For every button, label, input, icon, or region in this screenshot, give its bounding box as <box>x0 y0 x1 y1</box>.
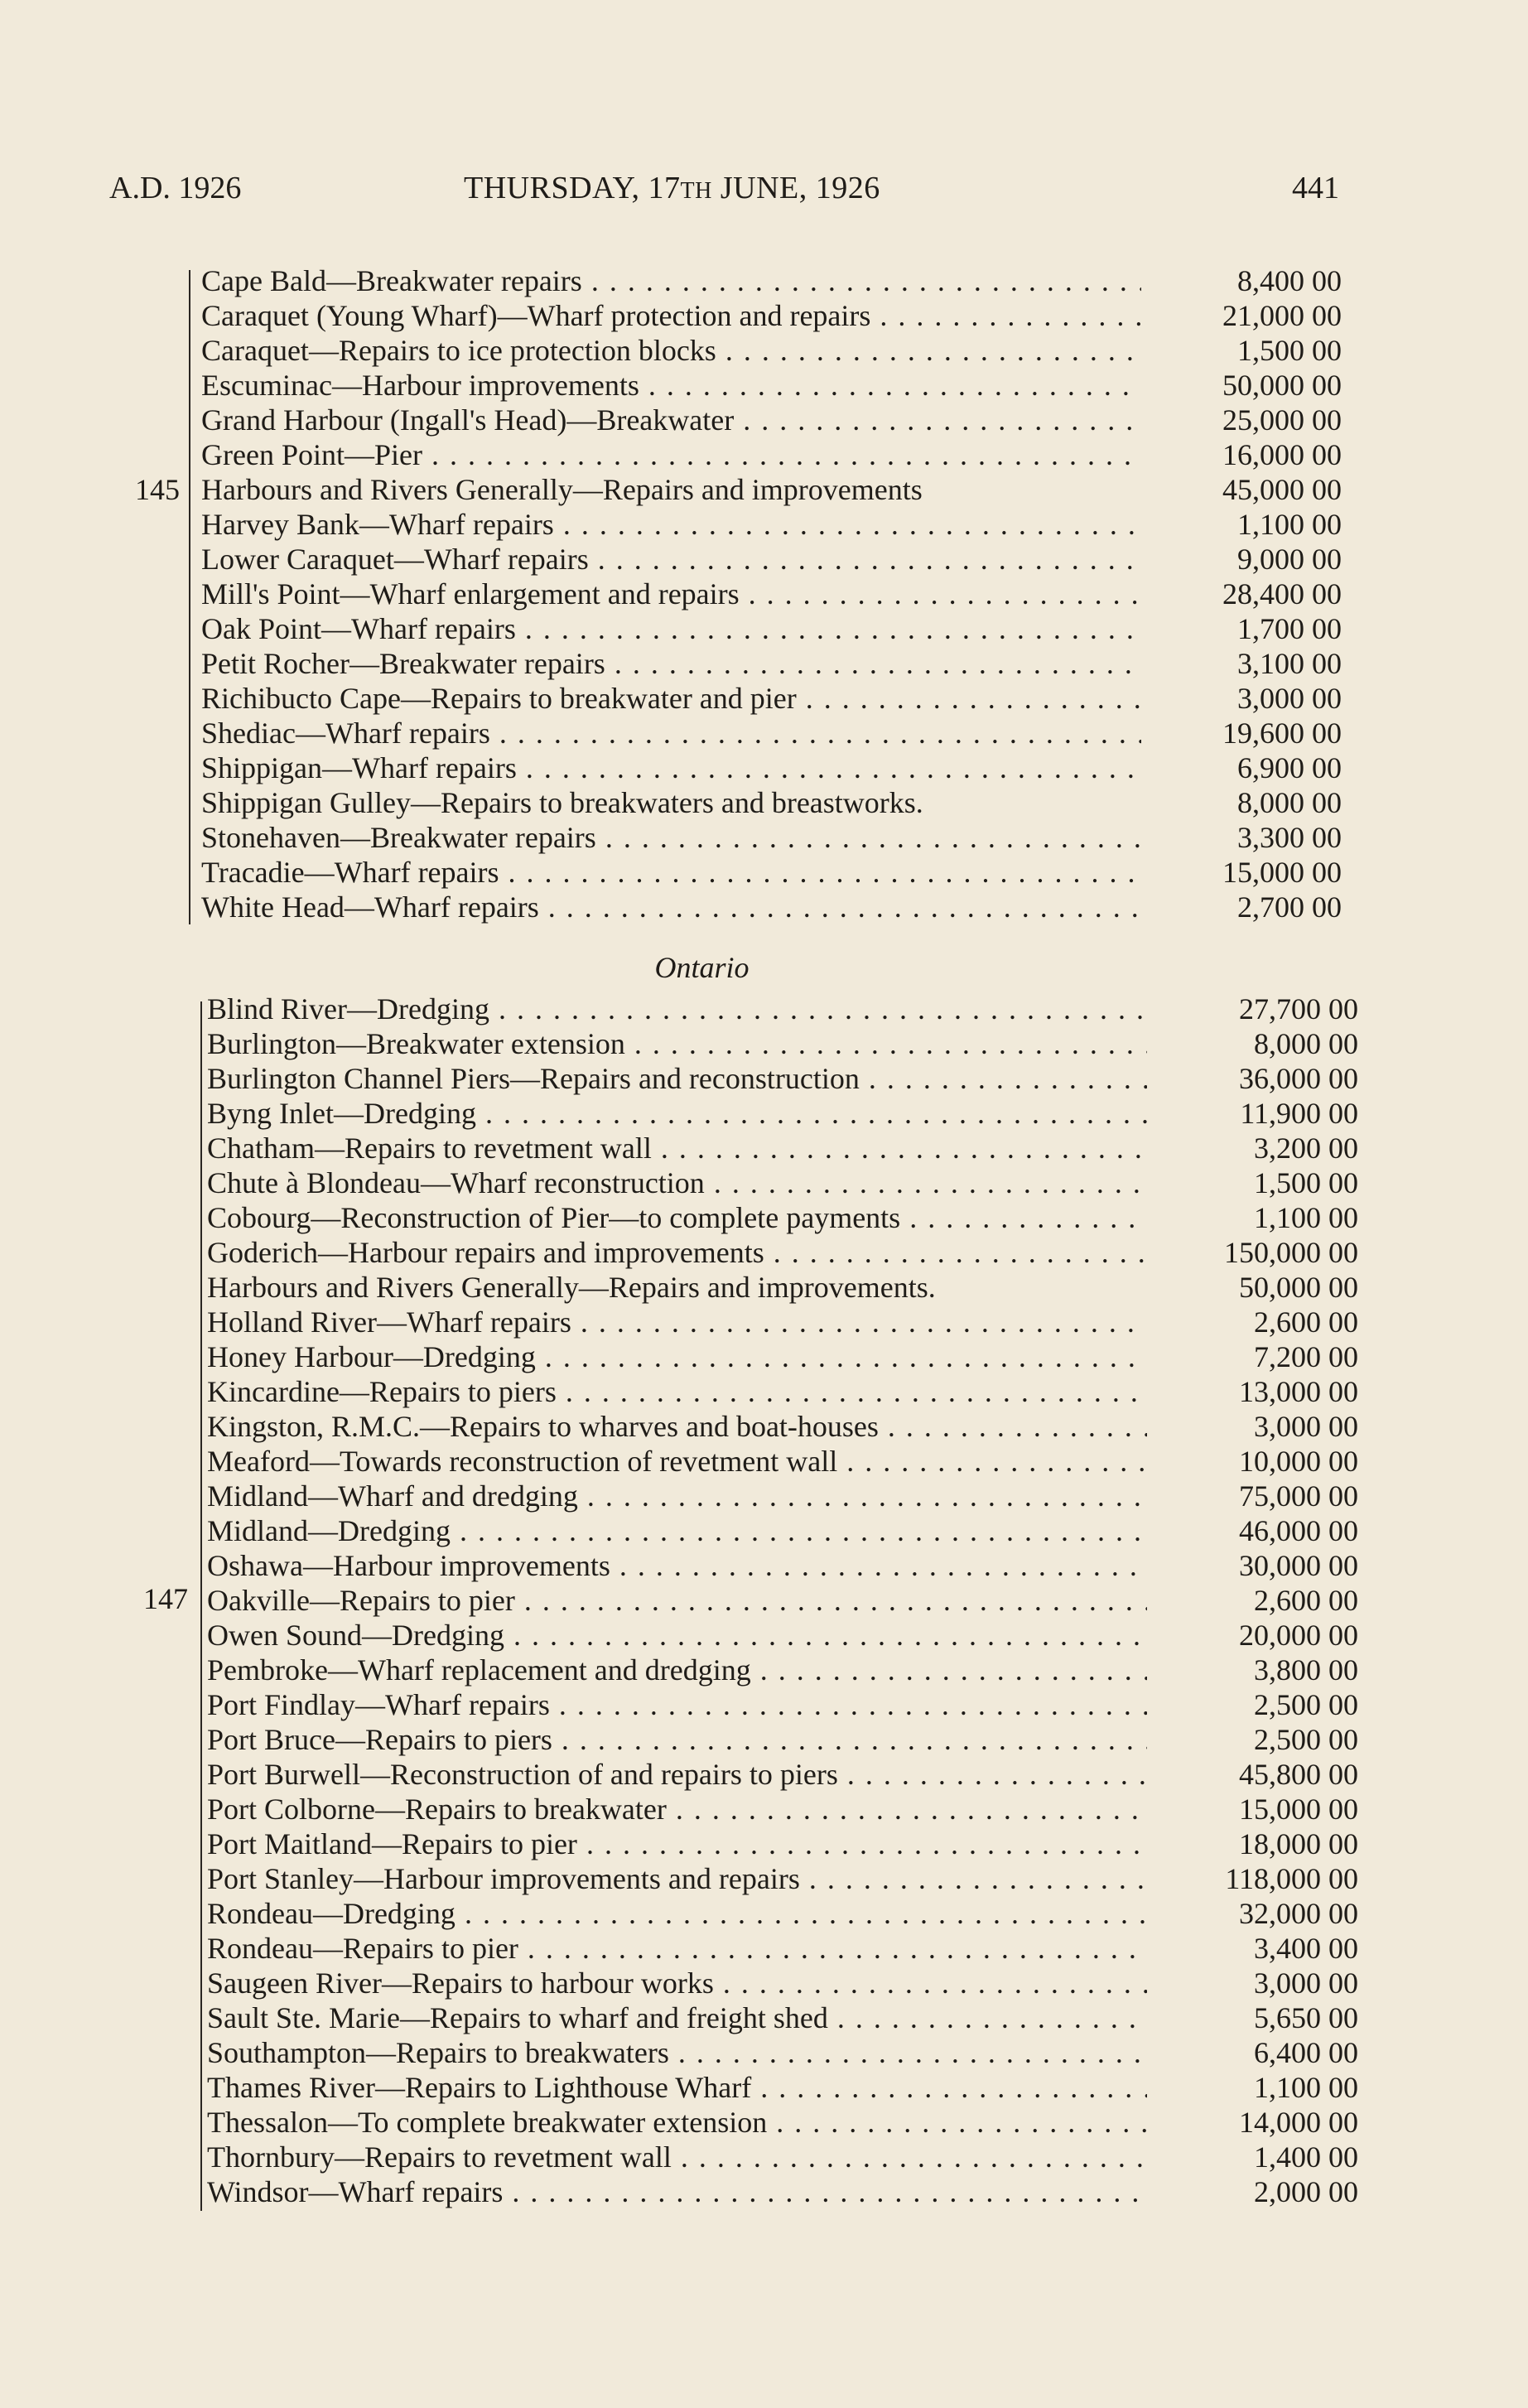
item-description: Blind River—Dredging . . . <box>207 992 1147 1026</box>
item-description: Windsor—Wharf repairs . . . <box>207 2174 1147 2209</box>
item-description: Cape Bald—Breakwater repairs . . . <box>201 263 1141 298</box>
list-item <box>207 1861 1358 1896</box>
item-description: Shippigan Gulley—Repairs to breakwaters and breastworks. <box>201 786 923 819</box>
page-header <box>109 170 1352 220</box>
list-item <box>201 333 1342 368</box>
list-item <box>201 437 1342 472</box>
list-item <box>207 2174 1358 2209</box>
item-description: Kincardine—Repairs to piers . . . <box>207 1374 1147 1409</box>
item-amount: 7,200 00 <box>1254 1340 1358 1373</box>
item-amount: 28,400 00 <box>1222 577 1342 610</box>
list-item <box>201 368 1342 403</box>
list-item <box>201 472 1342 507</box>
list-item <box>207 1131 1358 1165</box>
item-amount: 2,700 00 <box>1237 890 1342 924</box>
list-item <box>201 750 1342 785</box>
item-amount: 8,400 00 <box>1237 264 1342 297</box>
item-amount: 15,000 00 <box>1222 856 1342 889</box>
item-description: Cobourg—Reconstruction of Pier—to complete payments . . . <box>207 1200 1147 1235</box>
item-amount: 1,400 00 <box>1254 2140 1358 2174</box>
item-amount: 15,000 00 <box>1239 1793 1358 1826</box>
item-amount: 8,000 00 <box>1237 786 1342 819</box>
item-description: Thornbury—Repairs to revetment wall . . . <box>207 2140 1147 2174</box>
item-amount: 14,000 00 <box>1239 2106 1358 2139</box>
item-description: Sault Ste. Marie—Repairs to wharf and freight shed . . . <box>207 2000 1147 2035</box>
item-description: Harbours and Rivers Generally—Repairs and improvements. <box>207 1271 936 1304</box>
item-amount: 10,000 00 <box>1239 1445 1358 1478</box>
item-amount: 3,200 00 <box>1254 1132 1358 1165</box>
item-amount: 3,400 00 <box>1254 1932 1358 1965</box>
item-amount: 36,000 00 <box>1239 1062 1358 1095</box>
item-amount: 19,600 00 <box>1222 717 1342 750</box>
header-date-suffix: TH <box>680 178 712 204</box>
item-amount: 1,500 00 <box>1254 1166 1358 1199</box>
list-item <box>201 403 1342 437</box>
list-item <box>207 1374 1358 1409</box>
item-description: Petit Rocher—Breakwater repairs . . . <box>201 646 1141 681</box>
list-item <box>207 1966 1358 2000</box>
list-item <box>207 1583 1358 1618</box>
item-description: Tracadie—Wharf repairs . . . <box>201 855 1141 890</box>
item-description: Green Point—Pier . . . <box>201 437 1141 472</box>
item-description: Southampton—Repairs to breakwaters . . . <box>207 2035 1147 2070</box>
item-amount: 45,800 00 <box>1239 1758 1358 1791</box>
item-amount: 8,000 00 <box>1254 1027 1358 1060</box>
list-item <box>201 298 1342 333</box>
item-description: Kingston, R.M.C.—Repairs to wharves and boat-houses . . . <box>207 1409 1147 1444</box>
item-amount: 1,100 00 <box>1237 508 1342 541</box>
item-amount: 21,000 00 <box>1222 299 1342 332</box>
item-amount: 2,000 00 <box>1254 2175 1358 2208</box>
item-description: Midland—Wharf and dredging . . . <box>207 1479 1147 1513</box>
item-description: Richibucto Cape—Repairs to breakwater and pier . . . <box>201 681 1141 716</box>
item-amount: 6,400 00 <box>1254 2036 1358 2069</box>
item-description: Honey Harbour—Dredging . . . <box>207 1339 1147 1374</box>
item-description: Chatham—Repairs to revetment wall . . . <box>207 1131 1147 1165</box>
item-amount: 20,000 00 <box>1239 1619 1358 1652</box>
list-item <box>207 2140 1358 2174</box>
item-description: Shediac—Wharf repairs . . . <box>201 716 1141 750</box>
item-description: Harbours and Rivers Generally—Repairs and improvements <box>201 473 923 506</box>
item-description: Escuminac—Harbour improvements . . . <box>201 368 1141 403</box>
list-item <box>201 890 1342 924</box>
list-item <box>207 2035 1358 2070</box>
item-description: Port Colborne—Repairs to breakwater . . . <box>207 1792 1147 1827</box>
item-amount: 30,000 00 <box>1239 1549 1358 1582</box>
list-item <box>207 1687 1358 1722</box>
list-item <box>201 785 1342 820</box>
item-description: Port Findlay—Wharf repairs . . . <box>207 1687 1147 1722</box>
list-item <box>207 1792 1358 1827</box>
list-item <box>207 1827 1358 1861</box>
list-item <box>207 2105 1358 2140</box>
item-description: Holland River—Wharf repairs . . . <box>207 1305 1147 1339</box>
item-description: Rondeau—Repairs to pier . . . <box>207 1931 1147 1966</box>
list-item <box>207 1339 1358 1374</box>
list-item <box>207 1931 1358 1966</box>
list-item <box>201 542 1342 577</box>
item-amount: 3,000 00 <box>1254 1966 1358 2000</box>
item-description: Harvey Bank—Wharf repairs . . . <box>201 507 1141 542</box>
items-list-145 <box>201 263 1342 924</box>
item-amount: 50,000 00 <box>1239 1271 1358 1304</box>
item-description: Pembroke—Wharf replacement and dredging . . . <box>207 1653 1147 1687</box>
item-description: Saugeen River—Repairs to harbour works . . . <box>207 1966 1147 2000</box>
brace-147 <box>200 1001 202 2211</box>
list-item <box>201 646 1342 681</box>
item-amount: 2,600 00 <box>1254 1305 1358 1339</box>
item-amount: 2,500 00 <box>1254 1688 1358 1721</box>
province-heading <box>0 950 1528 985</box>
item-description: Owen Sound—Dredging . . . <box>207 1618 1147 1653</box>
list-item <box>207 1026 1358 1061</box>
vote-number-147: 147 <box>143 1582 188 1615</box>
items-list-147 <box>207 992 1358 2209</box>
item-description: Mill's Point—Wharf enlargement and repairs . . . <box>201 577 1141 611</box>
item-description: Chute à Blondeau—Wharf reconstruction . . . <box>207 1165 1147 1200</box>
item-amount: 6,900 00 <box>1237 751 1342 784</box>
item-description: Grand Harbour (Ingall's Head)—Breakwater . . . <box>201 403 1141 437</box>
list-item <box>201 577 1342 611</box>
list-item <box>207 1096 1358 1131</box>
item-description: White Head—Wharf repairs . . . <box>201 890 1141 924</box>
item-description: Midland—Dredging . . . <box>207 1513 1147 1548</box>
page-number: 441 <box>1292 171 1339 205</box>
item-amount: 9,000 00 <box>1237 543 1342 576</box>
list-item <box>207 1444 1358 1479</box>
list-item <box>207 1513 1358 1548</box>
item-amount: 32,000 00 <box>1239 1897 1358 1930</box>
item-amount: 2,500 00 <box>1254 1723 1358 1756</box>
province-name: Ontario <box>654 951 750 984</box>
item-amount: 3,800 00 <box>1254 1653 1358 1687</box>
list-item <box>207 2000 1358 2035</box>
item-amount: 3,000 00 <box>1237 682 1342 715</box>
item-description: Oak Point—Wharf repairs . . . <box>201 611 1141 646</box>
item-amount: 3,300 00 <box>1237 821 1342 854</box>
item-amount: 11,900 00 <box>1240 1097 1358 1130</box>
list-item <box>201 611 1342 646</box>
item-amount: 13,000 00 <box>1239 1375 1358 1408</box>
vote-number-145: 145 <box>135 473 180 506</box>
item-description: Port Stanley—Harbour improvements and repairs . . . <box>207 1861 1147 1896</box>
item-description: Stonehaven—Breakwater repairs . . . <box>201 820 1141 855</box>
item-amount: 150,000 00 <box>1224 1236 1358 1269</box>
item-amount: 2,600 00 <box>1254 1584 1358 1617</box>
list-item <box>207 1061 1358 1096</box>
list-item <box>207 1200 1358 1235</box>
item-amount: 25,000 00 <box>1222 403 1342 437</box>
item-description: Burlington Channel Piers—Repairs and reconstruction . . . <box>207 1061 1147 1096</box>
item-amount: 1,100 00 <box>1254 1201 1358 1234</box>
list-item <box>207 1722 1358 1757</box>
item-amount: 75,000 00 <box>1239 1479 1358 1513</box>
list-item <box>201 820 1342 855</box>
list-item <box>207 1479 1358 1513</box>
item-amount: 5,650 00 <box>1254 2001 1358 2034</box>
item-amount: 3,100 00 <box>1237 647 1342 680</box>
item-description: Oshawa—Harbour improvements . . . <box>207 1548 1147 1583</box>
item-description: Caraquet (Young Wharf)—Wharf protection and repairs . . . <box>201 298 1141 333</box>
item-description: Burlington—Breakwater extension . . . <box>207 1026 1147 1061</box>
list-item <box>207 1235 1358 1270</box>
item-description: Port Burwell—Reconstruction of and repairs to piers . . . <box>207 1757 1147 1792</box>
item-description: Byng Inlet—Dredging . . . <box>207 1096 1147 1131</box>
list-item <box>207 1305 1358 1339</box>
item-amount: 1,500 00 <box>1237 334 1342 367</box>
list-item <box>207 1653 1358 1687</box>
item-description: Rondeau—Dredging . . . <box>207 1896 1147 1931</box>
item-description: Caraquet—Repairs to ice protection blocks . . . <box>201 333 1141 368</box>
list-item <box>207 1757 1358 1792</box>
item-amount: 27,700 00 <box>1239 992 1358 1025</box>
item-amount: 118,000 00 <box>1225 1862 1358 1895</box>
header-date-main: THURSDAY, 17 <box>464 171 681 205</box>
item-description: Thames River—Repairs to Lighthouse Wharf . . . <box>207 2070 1147 2105</box>
list-item <box>207 1896 1358 1931</box>
item-description: Meaford—Towards reconstruction of revetment wall . . . <box>207 1444 1147 1479</box>
item-amount: 1,700 00 <box>1237 612 1342 645</box>
list-item <box>207 1618 1358 1653</box>
item-description: Lower Caraquet—Wharf repairs . . . <box>201 542 1141 577</box>
item-description: Port Maitland—Repairs to pier . . . <box>207 1827 1147 1861</box>
header-date-end: JUNE, 1926 <box>711 171 880 205</box>
item-description: Shippigan—Wharf repairs . . . <box>201 750 1141 785</box>
item-description: Port Bruce—Repairs to piers . . . <box>207 1722 1147 1757</box>
item-description: Thessalon—To complete breakwater extension . . . <box>207 2105 1147 2140</box>
item-amount: 1,100 00 <box>1254 2071 1358 2104</box>
list-item <box>207 1270 1358 1305</box>
item-description: Goderich—Harbour repairs and improvements . . . <box>207 1235 1147 1270</box>
list-item <box>201 681 1342 716</box>
item-amount: 3,000 00 <box>1254 1410 1358 1443</box>
item-amount: 18,000 00 <box>1239 1827 1358 1860</box>
list-item <box>207 992 1358 1026</box>
brace-145 <box>189 270 190 924</box>
item-description: Oakville—Repairs to pier . . . <box>207 1583 1147 1618</box>
list-item <box>207 2070 1358 2105</box>
item-amount: 45,000 00 <box>1222 473 1342 506</box>
list-item <box>201 716 1342 750</box>
item-amount: 50,000 00 <box>1222 369 1342 402</box>
item-amount: 16,000 00 <box>1222 438 1342 471</box>
list-item <box>207 1409 1358 1444</box>
list-item <box>201 507 1342 542</box>
item-amount: 46,000 00 <box>1239 1514 1358 1547</box>
list-item <box>207 1165 1358 1200</box>
list-item <box>201 263 1342 298</box>
list-item <box>201 855 1342 890</box>
header-year: A.D. 1926 <box>109 171 242 205</box>
list-item <box>207 1548 1358 1583</box>
header-date <box>464 170 880 206</box>
